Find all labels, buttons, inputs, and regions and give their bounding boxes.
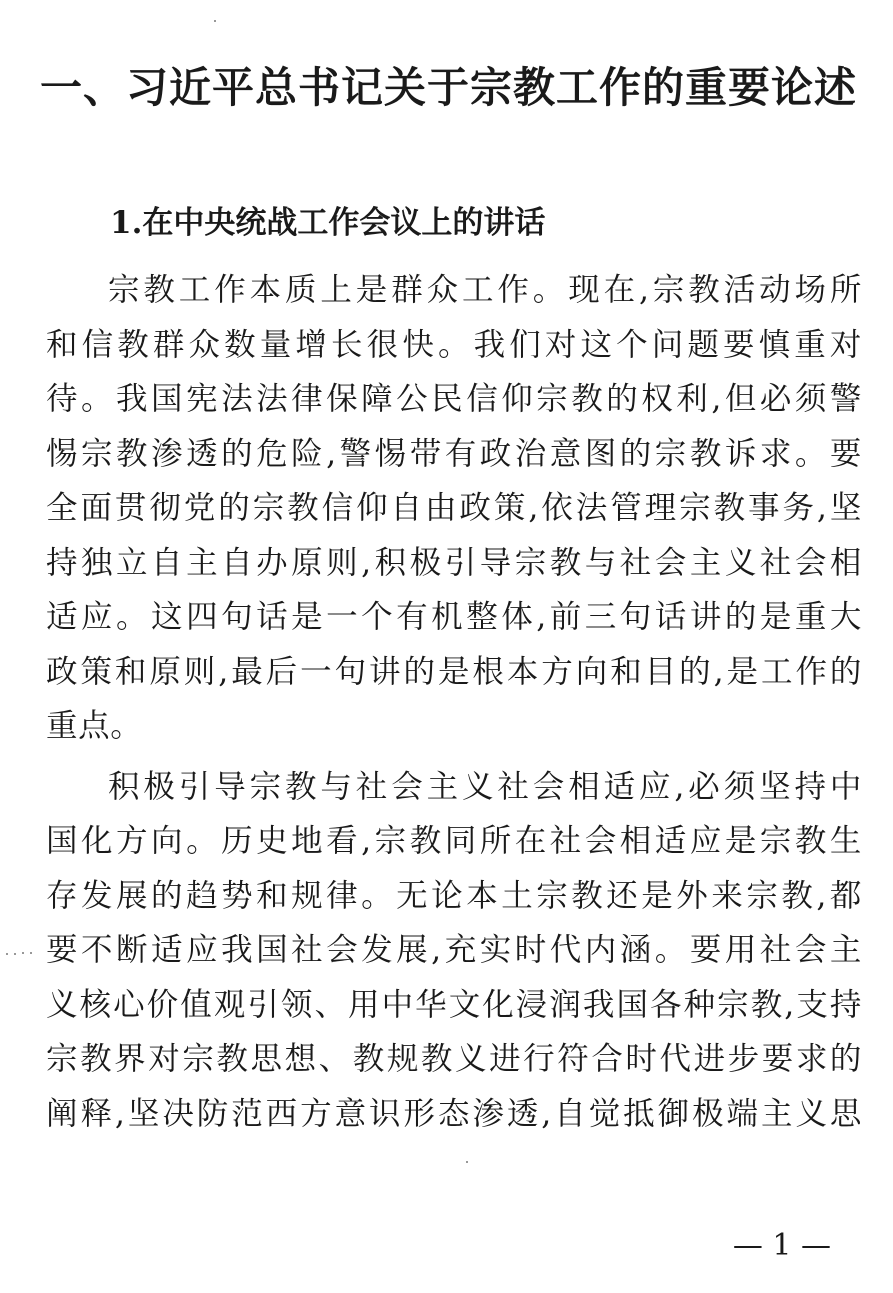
paragraph-1 xyxy=(46,263,862,754)
text-line: 全面贯彻党的宗教信仰自由政策,依法管理宗教事务,坚 xyxy=(46,490,862,526)
text-line: 国化方向。历史地看,宗教同所在社会相适应是宗教生 xyxy=(46,823,862,859)
text-line: 义核心价值观引领、用中华文化浸润我国各种宗教,支持 xyxy=(46,986,862,1023)
text-line: 重点。 xyxy=(46,708,143,744)
scan-speck xyxy=(214,20,216,22)
body-text xyxy=(46,263,862,1147)
text-line: 惕宗教渗透的危险,警惕带有政治意图的宗教诉求。要 xyxy=(46,435,862,472)
scan-speck xyxy=(30,952,32,954)
scan-speck xyxy=(6,953,8,955)
section-title: 1.在中央统战工作会议上的讲话 xyxy=(110,205,546,241)
text-line: 要不断适应我国社会发展,充实时代内涵。要用社会主 xyxy=(46,932,862,968)
text-line: 积极引导宗教与社会主义社会相适应,必须坚持中 xyxy=(108,768,862,805)
text-line: 政策和原则,最后一句讲的是根本方向和目的,是工作的 xyxy=(46,653,862,690)
text-line: 待。我国宪法法律保障公民信仰宗教的权利,但必须警 xyxy=(46,381,862,417)
text-line: 宗教界对宗教思想、教规教义进行符合时代进步要求的 xyxy=(46,1041,862,1077)
text-line: 适应。这四句话是一个有机整体,前三句话讲的是重大 xyxy=(46,599,862,635)
text-line: 和信教群众数量增长很快。我们对这个问题要慎重对 xyxy=(46,326,862,363)
paragraph-2 xyxy=(46,760,862,1142)
scan-speck xyxy=(14,953,16,955)
scan-speck xyxy=(22,952,24,954)
text-line: 存发展的趋势和规律。无论本土宗教还是外来宗教,都 xyxy=(46,877,862,914)
page-number: — 1 — xyxy=(732,1228,831,1263)
text-line: 持独立自主自办原则,积极引导宗教与社会主义社会相 xyxy=(46,544,862,581)
page-heading: 一、习近平总书记关于宗教工作的重要论述 xyxy=(40,63,858,112)
text-line: 阐释,坚决防范西方意识形态渗透,自觉抵御极端主义思 xyxy=(46,1095,862,1132)
scan-speck xyxy=(466,1161,468,1163)
text-line: 宗教工作本质上是群众工作。现在,宗教活动场所 xyxy=(108,272,862,308)
